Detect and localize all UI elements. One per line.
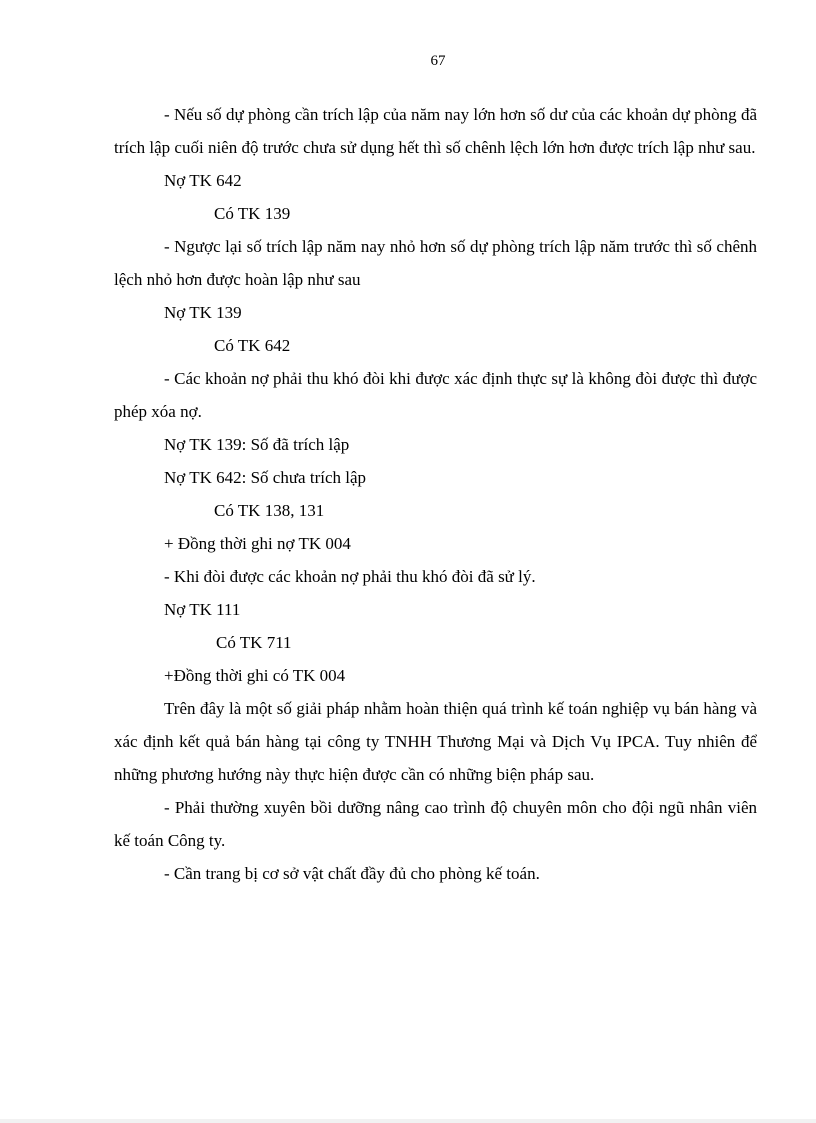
journal-credit-line: Có TK 139 [214,204,291,223]
journal-debit-line: Nợ TK 139: Số đã trích lập [164,435,350,454]
journal-credit-line: Có TK 711 [216,633,292,652]
page-number: 67 [430,53,446,69]
journal-credit-line: Có TK 138, 131 [214,501,325,520]
journal-debit-line: Nợ TK 642 [164,171,242,190]
journal-debit-line: Nợ TK 642: Số chưa trích lập [164,468,367,487]
paragraph-debt-recovery: - Khi đòi được các khoản nợ phải thu khó đòi đã sử lý. [164,567,536,586]
journal-credit-line: Có TK 642 [214,336,291,355]
journal-note-line: +Đồng thời ghi có TK 004 [164,666,346,685]
paragraph-provision-decrease: - Ngược lại số trích lập năm nay nhỏ hơn số dự phòng trích lập năm trước thì số chênh lệch nhỏ hơn được hoàn lập như sau [114,237,757,289]
journal-note-line: + Đồng thời ghi nợ TK 004 [164,534,351,553]
paragraph-measure-equipment: - Cần trang bị cơ sở vật chất đầy đủ cho phòng kế toán. [164,864,540,883]
document-body [114,98,757,890]
paragraph-provision-increase: - Nếu số dự phòng cần trích lập của năm nay lớn hơn số dư của các khoản dự phòng đã trích lập cuối niên độ trước chưa sử dụng hết thì số chênh lệch lớn hơn được trích lập như sau. [114,105,757,157]
journal-debit-line: Nợ TK 139 [164,303,242,322]
paragraph-measure-training: - Phải thường xuyên bồi dưỡng nâng cao trình độ chuyên môn cho đội ngũ nhân viên kế toán Công ty. [114,798,757,850]
paragraph-bad-debt-writeoff: - Các khoản nợ phải thu khó đòi khi được xác định thực sự là không đòi được thì được phép xóa nợ. [114,369,757,421]
paragraph-summary: Trên đây là một số giải pháp nhằm hoàn thiện quá trình kế toán nghiệp vụ bán hàng và xác định kết quả bán hàng tại công ty TNHH Thương Mại và Dịch Vụ IPCA. Tuy nhiên để những phương hướng này thực hiện được cần có những biện pháp sau. [114,699,757,784]
journal-debit-line: Nợ TK 111 [164,600,241,619]
page-bottom-edge [0,1119,816,1123]
